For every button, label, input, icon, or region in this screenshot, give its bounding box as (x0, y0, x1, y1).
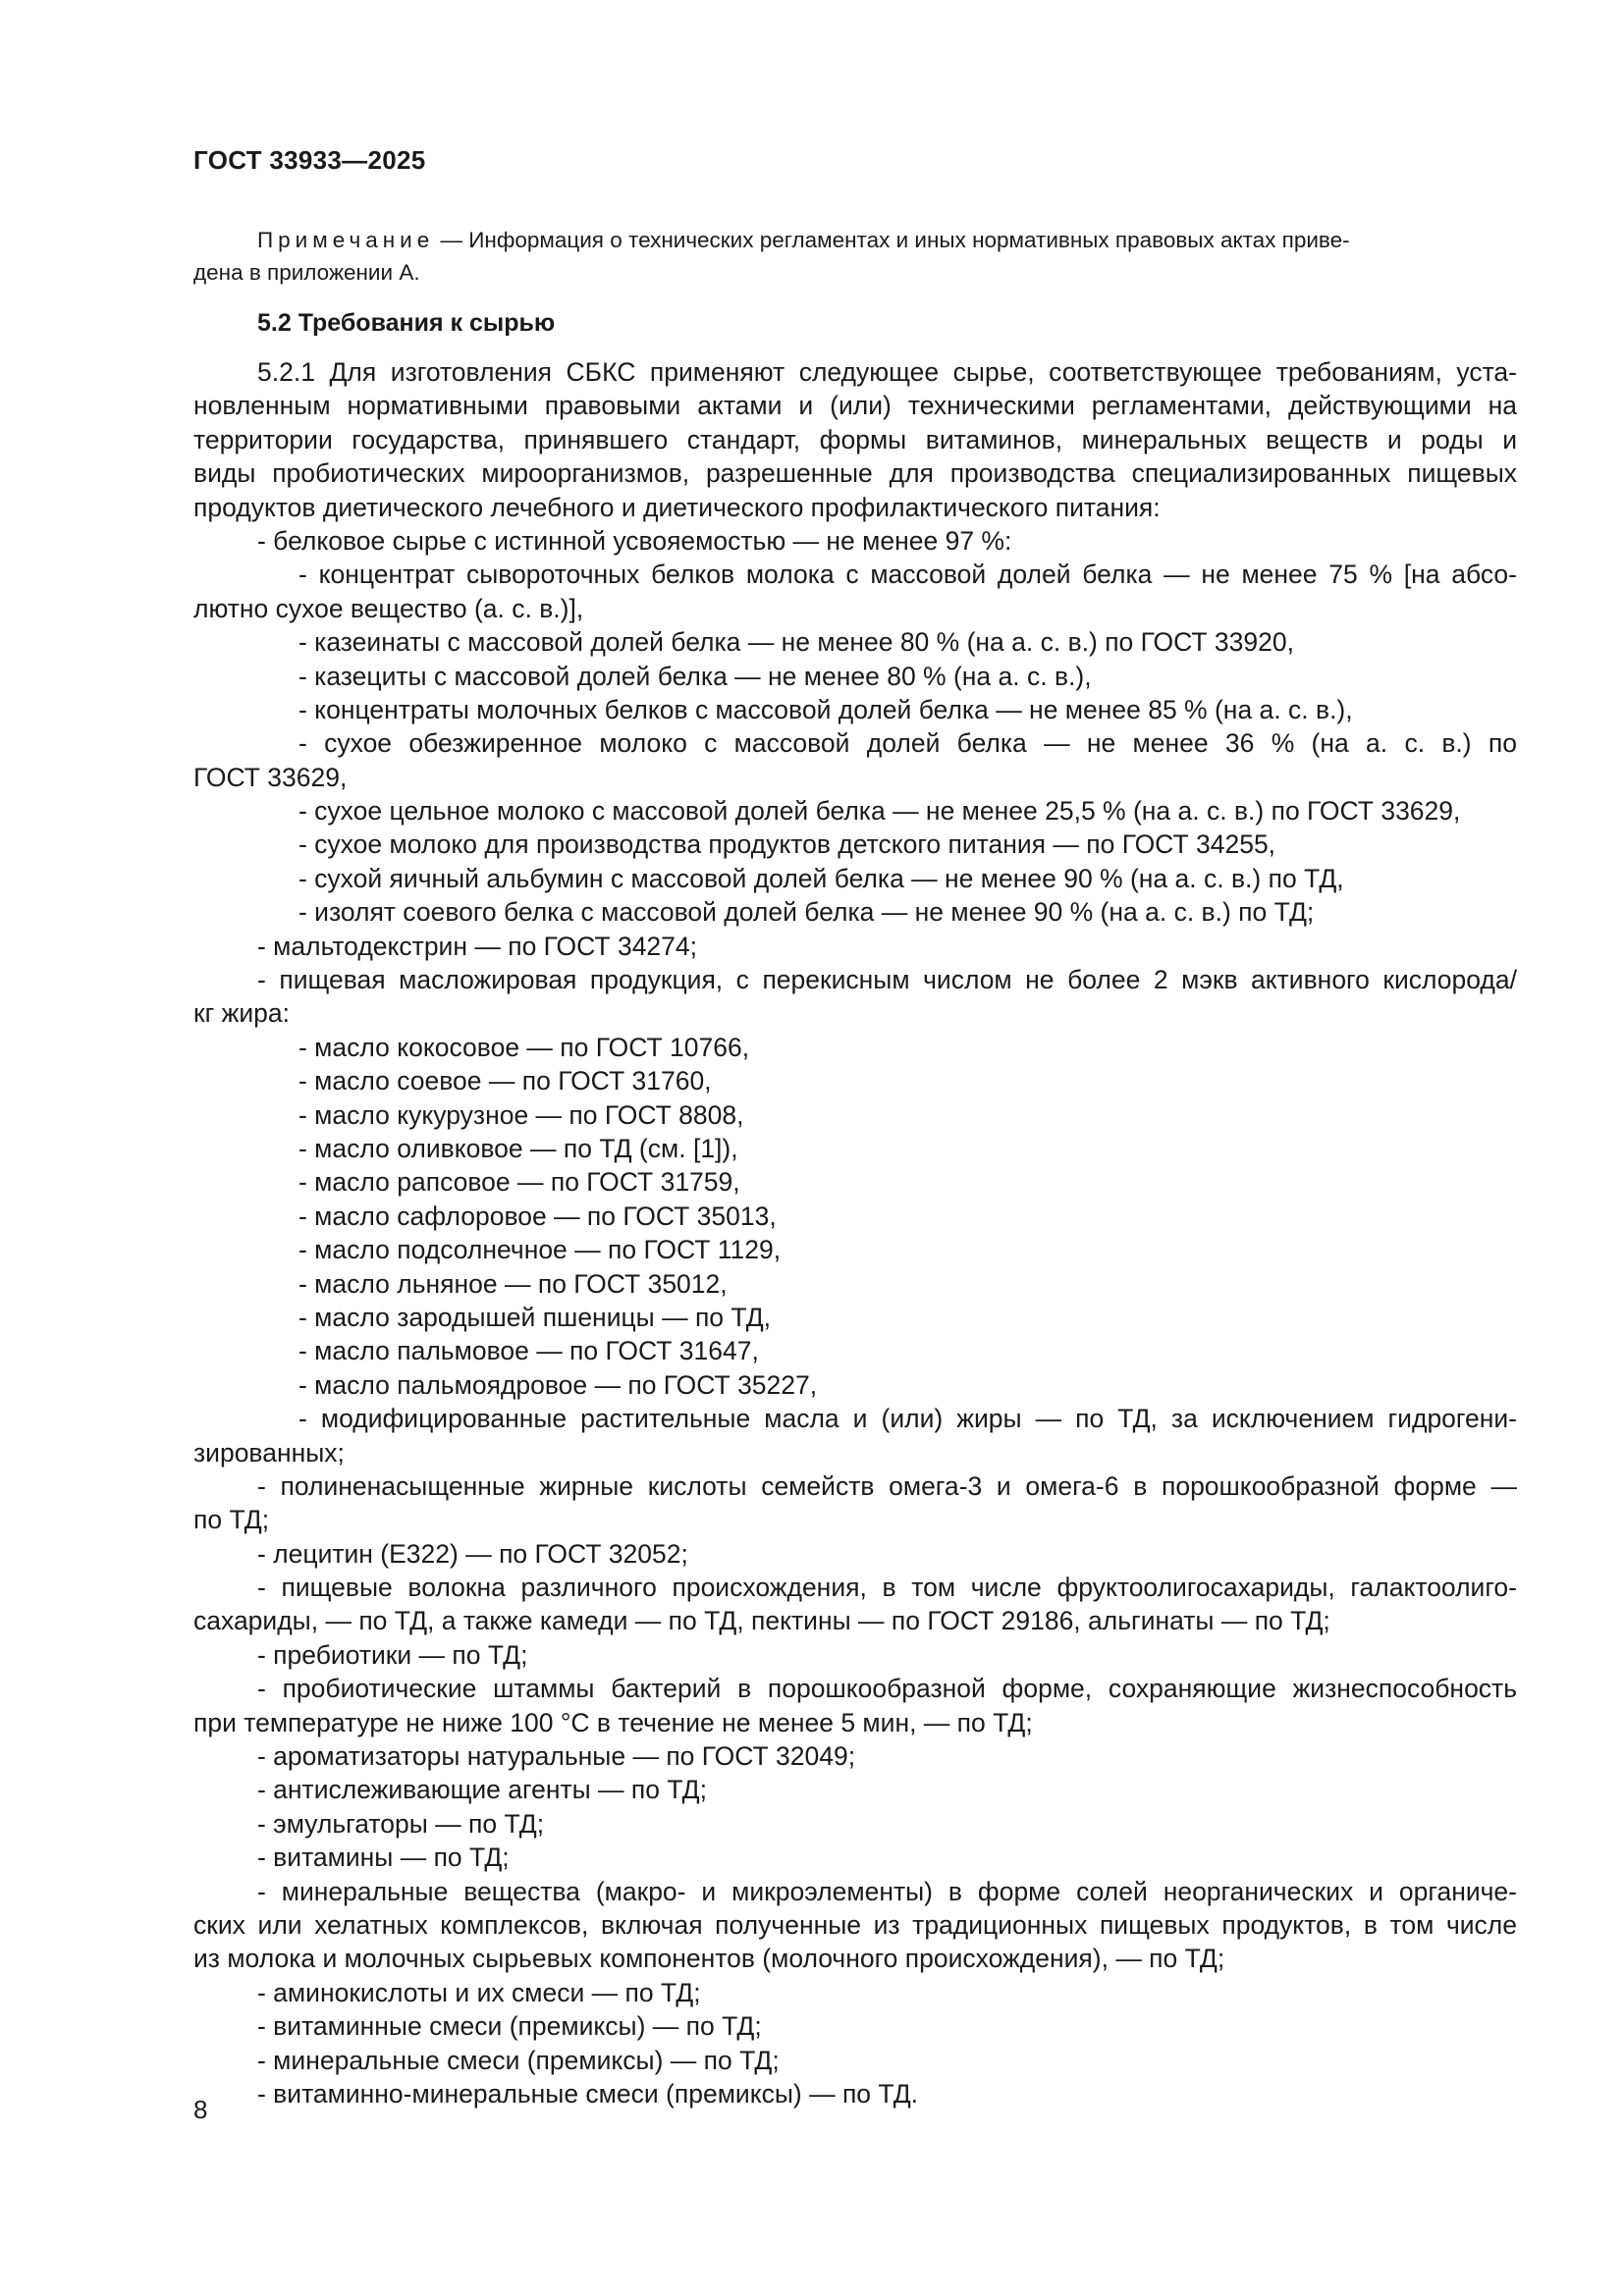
section-body (193, 355, 1517, 2110)
list-item: - изолят соевого белка с массовой долей белка — не менее 90 % (на а. с. в.) по ТД; (298, 897, 1315, 928)
list-item-continuation: лютно сухое вещество (а. с. в.)], (193, 593, 584, 623)
list-item: - сухое обезжиренное молоко с массовой долей белка — не менее 36 % (на а. с. в.) по (298, 728, 1517, 759)
list-item: - эмульгаторы — по ТД; (257, 1808, 545, 1839)
list-item-continuation: из молока и молочных сырьевых компонентов (молочного происхождения), — по ТД; (193, 1944, 1225, 1974)
list-item: - белковое сырье с истинной усвояемостью — не менее 97 %: (257, 525, 1012, 556)
list-item: - пищевые волокна различного происхождения, в том числе фруктоолигосахариды, галактоолиго- (257, 1573, 1517, 1603)
list-item: - масло льняное — по ГОСТ 35012, (298, 1268, 728, 1299)
list-item-continuation: сахариды, — по ТД, а также камеди — по ТД, пектины — по ГОСТ 29186, альгинаты — по ТД; (193, 1606, 1330, 1636)
list-item: - модифицированные растительные масла и (или) жиры — по ТД, за исключением гидрогени- (298, 1404, 1517, 1434)
list-item: - витамины — по ТД; (257, 1842, 510, 1873)
list-item: - масло рапсовое — по ГОСТ 31759, (298, 1167, 740, 1198)
list-item: - лецитин (Е322) — по ГОСТ 32052; (257, 1538, 688, 1569)
list-item: - витаминно-минеральные смеси (премиксы) — по ТД. (257, 2078, 919, 2109)
list-item: - масло пальмовое — по ГОСТ 31647, (298, 1336, 759, 1366)
list-item: - сухое цельное молоко с массовой долей белка — не менее 25,5 % (на а. с. в.) по ГОСТ 33629, (298, 796, 1461, 827)
list-item: - пребиотики — по ТД; (257, 1639, 528, 1670)
note-line-2: дена в приложении А. (193, 260, 420, 285)
list-item: - концентрат сывороточных белков молока с массовой долей белка — не менее 75 % [на абсо- (298, 560, 1517, 590)
list-item-continuation: при температуре не ниже 100 °С в течение не менее 5 мин, — по ТД; (193, 1707, 1033, 1737)
list-item-continuation: зированных; (193, 1437, 345, 1468)
list-item: - аминокислоты и их смеси — по ТД; (257, 1977, 701, 2007)
body-line: территории государства, принявшего стандарт, формы витаминов, минеральных веществ и роды и (193, 424, 1517, 454)
list-item: - полиненасыщенные жирные кислоты семейств омега-3 и омега-6 в порошкообразной форме — (257, 1470, 1517, 1501)
list-item-continuation: по ТД; (193, 1505, 270, 1535)
list-item: - масло соевое — по ГОСТ 31760, (298, 1066, 712, 1096)
list-item: - масло кокосовое — по ГОСТ 10766, (298, 1032, 750, 1062)
note-text-1: — Информация о технических регламентах и иных нормативных правовых актах приве- (434, 228, 1350, 252)
list-item: - мальтодекстрин — по ГОСТ 34274; (257, 931, 698, 961)
note-line-1 (193, 224, 1418, 256)
body-line: продуктов диетического лечебного и диетического профилактического питания: (193, 492, 1161, 522)
list-item: - пищевая масложировая продукция, с перекисным числом не более 2 мэкв активного кислорода/ (257, 965, 1517, 995)
body-line: 5.2.1 Для изготовления СБКС применяют следующее сырье, соответствующее требованиям, уста- (257, 357, 1517, 387)
note-paragraph (193, 224, 1418, 289)
body-line: виды пробиотических мироорганизмов, разрешенные для производства специализированных пищевых (193, 458, 1517, 489)
list-item: - казециты с массовой долей белка — не менее 80 % (на а. с. в.), (298, 661, 1092, 691)
list-item: - пробиотические штаммы бактерий в порошкообразной форме, сохраняющие жизнеспособность (257, 1674, 1517, 1704)
list-item: - масло оливковое — по ТД (см. [1]), (298, 1133, 738, 1163)
list-item: - масло пальмоядровое — по ГОСТ 35227, (298, 1369, 818, 1400)
list-item: - минеральные вещества (макро- и микроэлементы) в форме солей неорганических и органиче- (257, 1876, 1517, 1906)
list-item: - масло кукурузное — по ГОСТ 8808, (298, 1099, 744, 1130)
note-label: Примечание (257, 228, 435, 252)
list-item-continuation: кг жира: (193, 998, 290, 1029)
list-item: - масло зародышей пшеницы — по ТД, (298, 1302, 772, 1332)
page-number: 8 (193, 2095, 208, 2124)
list-item: - сухое молоко для производства продуктов детского питания — по ГОСТ 34255, (298, 829, 1276, 860)
list-item: - концентраты молочных белков с массовой долей белка — не менее 85 % (на а. с. в.), (298, 694, 1353, 724)
list-item-continuation: ГОСТ 33629, (193, 762, 348, 792)
list-item: - масло сафлоровое — по ГОСТ 35013, (298, 1201, 777, 1231)
body-line: новленным нормативными правовыми актами и (или) техническими регламентами, действующими на (193, 391, 1517, 421)
list-item: - минеральные смеси (премиксы) — по ТД; (257, 2045, 780, 2075)
document-code-header: ГОСТ 33933—2025 (193, 145, 426, 175)
list-item: - масло подсолнечное — по ГОСТ 1129, (298, 1235, 782, 1265)
list-item: - сухой яичный альбумин с массовой долей белка — не менее 90 % (на а. с. в.) по ТД, (298, 863, 1344, 893)
list-item: - ароматизаторы натуральные — по ГОСТ 32049; (257, 1741, 856, 1772)
list-item-continuation: ских или хелатных комплексов, включая полученные из традиционных пищевых продуктов, в том числе (193, 1909, 1517, 1940)
list-item: - антислеживающие агенты — по ТД; (257, 1775, 707, 1805)
list-item: - витаминные смеси (премиксы) — по ТД; (257, 2011, 762, 2042)
section-title: 5.2 Требования к сырью (257, 309, 556, 337)
list-item: - казеинаты с массовой долей белка — не менее 80 % (на а. с. в.) по ГОСТ 33920, (298, 627, 1294, 658)
